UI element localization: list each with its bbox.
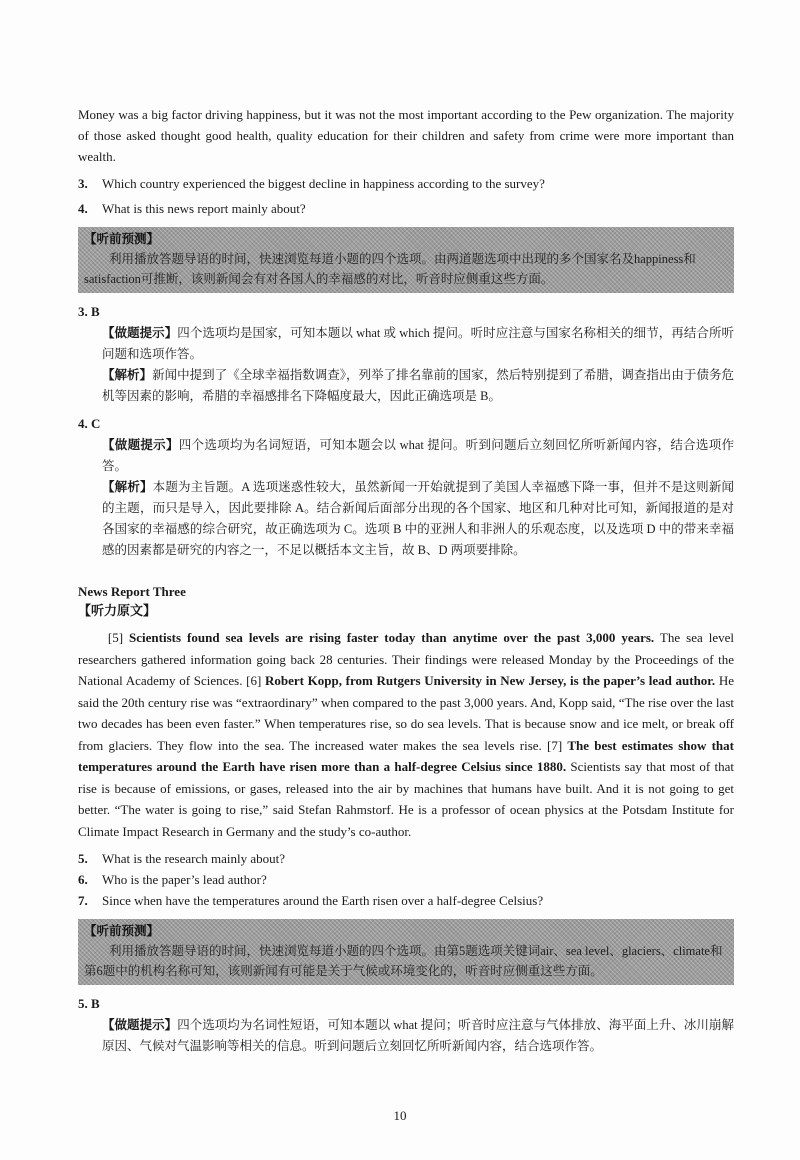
answer-label: 5. B [78, 996, 100, 1011]
question-item [78, 173, 734, 194]
question-text: Since when have the temperatures around the Earth risen over a half-degree Celsius? [102, 893, 544, 908]
page-number: 10 [393, 1108, 407, 1123]
analysis-text: 新闻中提到了《全球幸福指数调查》，列举了排名靠前的国家，然后特别提到了希腊，调查指出由于债务危机等因素的影响，希腊的幸福感排名下降幅度最大，因此正确选项是 B。 [102, 368, 734, 403]
question-number: 6. [78, 872, 88, 887]
prediction-title: 【听前预测】 [84, 924, 160, 938]
prediction-box [78, 227, 734, 293]
question-number: 7. [78, 893, 88, 908]
question-text: What is this news report mainly about? [102, 201, 306, 216]
question-list-b [78, 848, 734, 911]
analysis-tag: 【解析】 [102, 368, 153, 382]
answer-label: 3. B [78, 304, 100, 319]
tip-paragraph [102, 323, 734, 365]
prediction-title: 【听前预测】 [84, 232, 160, 246]
script-text: Scientists say that most of that rise is because of emissions, or gases, released into the air by machines that humans have built. And it is not going to get better. “The water is going to rise,” said Stefan Rahmstorf. He is a professor of ocean physics at the Potsdam Institute for Climate Impact Research in Germany and the study’s co-author. [78, 759, 734, 839]
answer-label: 4. C [78, 416, 101, 431]
tip-paragraph [102, 435, 734, 477]
script-key-sentence-7: The best estimates show that temperatures around the Earth have risen more than a half-degree Celsius since 1880. [78, 737, 734, 774]
tip-paragraph [102, 1015, 734, 1057]
question-number: 5. [78, 851, 88, 866]
prediction-box [78, 919, 734, 985]
analysis-paragraph [102, 365, 734, 407]
analysis-tag: 【解析】 [102, 480, 153, 494]
question-text: What is the research mainly about? [102, 851, 286, 866]
question-item [78, 890, 734, 911]
analysis-text: 本题为主旨题。A 选项迷惑性较大，虽然新闻一开始就提到了美国人幸福感下降一事，但并不是这则新闻的主题，而只是导入，因此要排除 A。结合新闻后面部分出现的各个国家、地区和几种对比可知，新闻报道的是对各国家的幸福感的综合研究，故正确选项为 C。选项 B 中的亚洲人和非洲人的乐观态度，以及选项 D 中的带来幸福感的因素都是研究的内容之一，不足以概括本文主旨，故 B、D 两项要排除。 [102, 480, 734, 557]
script-key-sentence-5: Scientists found sea levels are rising faster today than anytime over the past 3,000 years. [129, 630, 655, 645]
script-marker-7: [7] [547, 737, 568, 753]
tip-text: 四个选项均为名词短语，可知本题会以 what 提问。听到问题后立刻回忆所听新闻内容，结合选项作答。 [102, 438, 734, 473]
tip-text: 四个选项均为名词性短语，可知本题以 what 提问；听音时应注意与气体排放、海平面上升、冰川崩解原因、气候对气温影响等相关的信息。听到问题后立刻回忆所听新闻内容，结合选项作答。 [102, 1018, 734, 1053]
answer-explanation [78, 435, 734, 561]
tip-text: 四个选项均是国家，可知本题以 what 或 which 提问。听时应注意与国家名称相关的细节，再结合所听问题和选项作答。 [102, 326, 734, 361]
analysis-paragraph [102, 477, 734, 561]
question-item [78, 198, 734, 219]
script-key-sentence-6: Robert Kopp, from Rutgers University in New Jersey, is the paper’s lead author. [264, 673, 716, 688]
question-text: Which country experienced the biggest decline in happiness according to the survey? [102, 176, 545, 191]
document-page [78, 104, 734, 1057]
script-marker-5: [5] [107, 630, 130, 645]
tip-tag: 【做题提示】 [102, 438, 179, 452]
script-marker-6: [6] [246, 673, 265, 688]
script-text: He said the 20th century rise was “extraordinary” when compared to the past 3,000 years. And, Kopp said, “The rise over the last two decades has been even faster.” When temperatures rise, so do sea levels. That is because snow and ice melt, or break off from glaciers. They flow into the sea. The increased water makes the sea levels rise. [78, 673, 734, 753]
answer-explanation [78, 323, 734, 407]
answer-explanation [78, 1015, 734, 1057]
question-item [78, 848, 734, 869]
intro-paragraph: Money was a big factor driving happiness, but it was not the most important according to the Pew organization. The majority of those asked thought good health, quality education for their children and safety from crime were more important than wealth. [78, 107, 734, 164]
tip-tag: 【做题提示】 [102, 326, 178, 340]
question-text: Who is the paper’s lead author? [102, 872, 267, 887]
script-text: The sea level researchers gathered information going back 28 centuries. Their findings were released Monday by the Proceedings of the National Academy of Sciences. [78, 630, 734, 688]
question-number: 3. [78, 176, 88, 191]
prediction-body: 利用播放答题导语的时间，快速浏览每道小题的四个选项。由两道题选项中出现的多个国家名及happiness和satisfaction可推断，该则新闻会有对各国人的幸福感的对比，听音时应侧重这些方面。 [84, 252, 696, 286]
tip-tag: 【做题提示】 [102, 1018, 178, 1032]
prediction-body: 利用播放答题导语的时间，快速浏览每道小题的四个选项。由第5题选项关键词air、sea level、glaciers、climate和第6题中的机构名称可知，该则新闻有可能是关于气候或环境变化的，听音时应侧重这些方面。 [84, 944, 723, 978]
news-script [78, 627, 734, 842]
section-title: News Report Three [78, 584, 186, 599]
question-item [78, 869, 734, 890]
original-text-label: 【听力原文】 [78, 603, 157, 618]
question-list-a [78, 173, 734, 219]
question-number: 4. [78, 201, 88, 216]
